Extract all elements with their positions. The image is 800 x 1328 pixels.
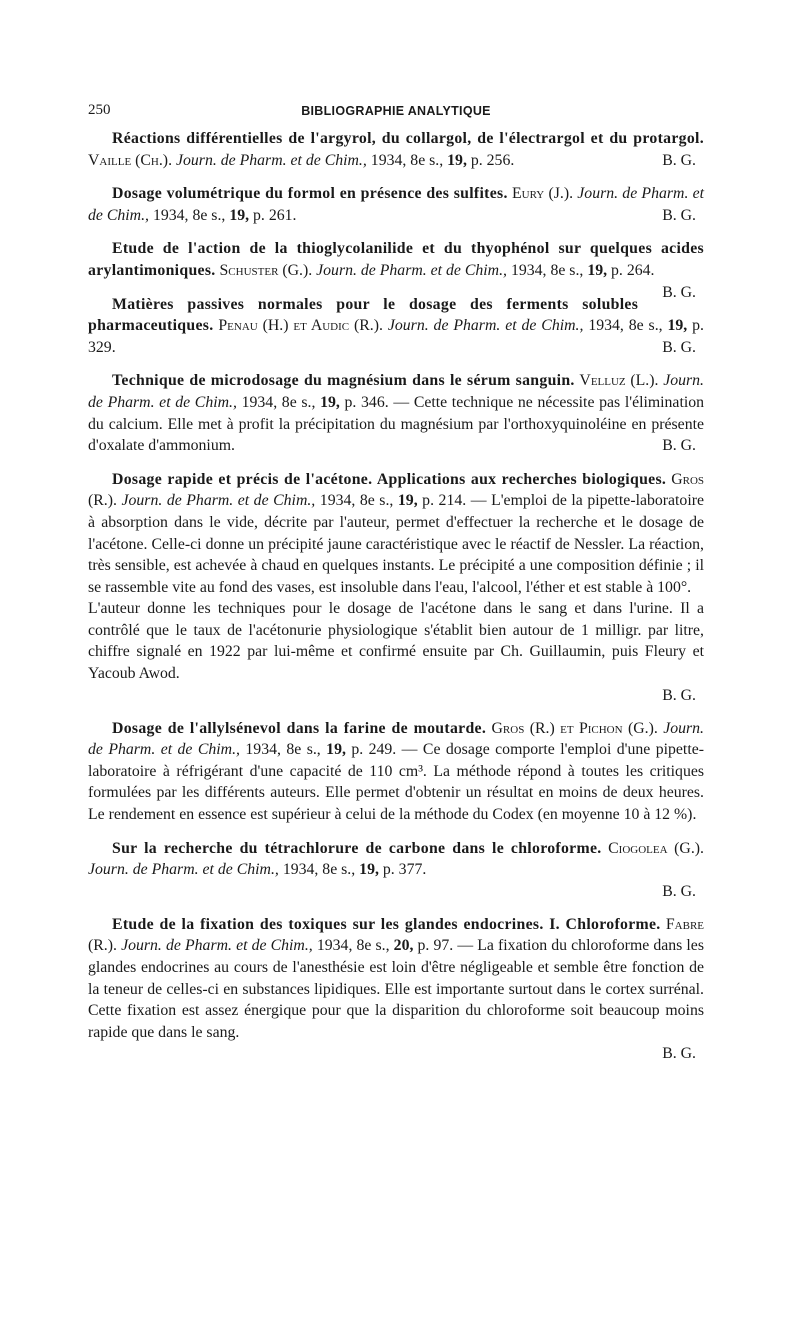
entry-year-series: 1934, 8e s., (245, 741, 321, 759)
entry-year-series: 1934, 8e s., (510, 261, 584, 279)
entry-year-series: 1934, 8e s., (282, 861, 356, 879)
entry-volume: 19, (229, 206, 250, 224)
entry-authors: Schuster (G.). (219, 261, 313, 279)
entry-journal: Journ. de Pharm. et de Chim., (88, 185, 705, 224)
bibliography-entry (88, 718, 704, 826)
entry-authors: Vaille (Ch.). (88, 151, 173, 169)
entry-page: p. 346. — (344, 393, 410, 411)
entry-year-series: 1934, 8e s., (588, 317, 663, 335)
entry-journal: Journ. de Pharm. et de Chim., (88, 861, 279, 879)
entry-title: Technique de microdosage du magnésium dans le sérum sanguin. (112, 372, 575, 390)
entry-signature: B. G. (662, 151, 696, 169)
entry-authors: Gros (R.) et Pichon (G.). (491, 719, 658, 737)
entry-abstract: L'emploi de la pipette-laboratoire à absorption dans le vide, décrite par l'auteur, permet d'effectuer la recherche et le dosage de l'acétone. Celle-ci donne un précipité jaune caractéristique avec le réactif de Nessler. La réaction, très sensible, est achevée à chaud en quelques instants. Le précipité a une composition définie ; il se rassemble vite au fond des vases, est insoluble dans l'eau, l'alcool, l'éther et est stable à 100°. (88, 492, 704, 596)
entry-volume: 20, (393, 937, 414, 955)
entry-volume: 19, (397, 492, 418, 510)
entry-journal: Journ. de Pharm. et de Chim., (88, 719, 705, 759)
entry-year-series: 1934, 8e s., (316, 937, 390, 955)
entry-year-series: 1934, 8e s., (370, 151, 444, 169)
entry-signature: B. G. (662, 686, 696, 704)
bibliography-entry (88, 238, 704, 301)
entry-authors: Ciogolea (G.). (608, 839, 704, 857)
entry-page: p. 377. (382, 861, 427, 879)
bibliography-entry (88, 838, 704, 902)
entry-abstract-continued: L'auteur donne les techniques pour le dosage de l'acétone dans le sang et dans l'urine. Il a contrôlé que le taux de l'acétonurie physiologique s'établit bien autour de 1 milligr. par litre, chiffre signalé en 1922 par lui-même et confirmé ensuite par Ch. Guillaumin, puis Fleury et Yacoub Awod. (88, 600, 704, 683)
entry-signature: B. G. (662, 206, 696, 224)
bibliography-entry (88, 914, 704, 1065)
entry-abstract: Ce dosage comporte l'emploi d'une pipette-laboratoire à réfrigérant d'une capacité de 110 cm³. La méthode répond à toutes les critiques formulées par les différents auteurs. Elle permet d'obtenir un résultat en moins de deux heures. Le rendement en essence est supérieur à celui de la méthode du Codex (en moyenne 10 à 12 %). (88, 741, 704, 824)
entry-year-series: 1934, 8e s., (319, 492, 394, 510)
entry-abstract: La fixation du chloroforme dans les glandes endocrines au cours de l'anesthésie est loin d'être négligeable et semble être fonction de la teneur de celles-ci en substances lipidiques. Elle est importante surtout dans le cortex surrénal. Cette fixation est assez énergique pour que la disparition du chloroforme soit beaucoup moins rapide que dans le sang. (88, 937, 704, 1041)
entry-journal: Journ. de Pharm. et de Chim., (387, 317, 584, 335)
entry-signature: B. G. (662, 338, 696, 356)
entry-signature: B. G. (662, 437, 696, 455)
bibliography-entry (88, 128, 704, 171)
entry-title: Dosage volumétrique du formol en présence des sulfites. (112, 185, 508, 203)
entry-volume: 19, (447, 151, 467, 169)
bibliography-entry (88, 370, 704, 456)
entry-journal: Journ. de Pharm. et de Chim., (121, 937, 313, 955)
entry-title: Dosage de l'allylsénevol dans la farine de moutarde. (112, 719, 487, 737)
bibliography-entry (88, 294, 704, 359)
entry-journal: Journ. de Pharm. et de Chim., (316, 261, 507, 279)
entry-authors: Velluz (L.). (579, 372, 659, 390)
bibliography-entry (88, 183, 704, 226)
entry-page: p. 214. — (422, 492, 487, 510)
entry-title: Matières passives normales pour le dosage des ferments solubles pharmaceutiques. (88, 295, 639, 335)
entry-title: Etude de l'action de la thioglycolanilide et du thyophénol sur quelques acides arylantimoniques. (88, 240, 704, 279)
entry-year-series: 1934, 8e s., (241, 393, 316, 411)
entry-abstract: Cette technique ne nécessite pas l'élimination du calcium. Elle met à profit la précipitation du magnésium par l'orthoxyquinoléine en présente d'oxalate d'ammonium. (88, 393, 705, 455)
entry-page: p. 249. — (351, 741, 418, 759)
entry-title: Sur la recherche du tétrachlorure de carbone dans le chloroforme. (112, 839, 602, 857)
page-number: 250 (88, 102, 111, 118)
page-header (88, 100, 704, 124)
entry-authors: Penau (H.) et Audic (R.). (218, 317, 383, 335)
entry-signature: B. G. (662, 882, 696, 900)
entry-page: p. 97. — (417, 937, 474, 955)
entry-signature: B. G. (662, 1045, 696, 1063)
entry-page: p. 264. (611, 261, 655, 279)
entry-page: p. 329. (88, 317, 704, 356)
entry-title: Dosage rapide et précis de l'acétone. Applications aux recherches biologiques. (112, 470, 667, 488)
entry-volume: 19, (326, 741, 346, 759)
entry-journal: Journ. de Pharm. et de Chim., (175, 151, 367, 169)
entry-volume: 19, (587, 261, 608, 279)
entry-volume: 19, (359, 861, 379, 879)
entry-journal: Journ. de Pharm. et de Chim., (88, 372, 704, 411)
entry-page: p. 256. (470, 151, 515, 169)
running-title: BIBLIOGRAPHIE ANALYTIQUE (301, 104, 491, 118)
entry-signature: B. G. (662, 283, 696, 301)
entry-volume: 19, (667, 317, 688, 335)
entry-year-series: 1934, 8e s., (152, 206, 226, 224)
entry-title: Réactions différentielles de l'argyrol, du collargol, de l'électrargol et du protargol. (112, 130, 704, 147)
entry-journal: Journ. de Pharm. et de Chim., (121, 492, 316, 510)
entry-authors: Fabre (R.). (88, 915, 704, 955)
entry-page: p. 261. (253, 206, 297, 224)
entry-authors: Gros (R.). (88, 470, 705, 510)
bibliography-entry (88, 469, 704, 706)
entry-authors: Eury (J.). (511, 185, 574, 203)
entry-title: Etude de la fixation des toxiques sur les glandes endocrines. I. Chloroforme. (112, 915, 661, 933)
entry-volume: 19, (320, 393, 340, 411)
